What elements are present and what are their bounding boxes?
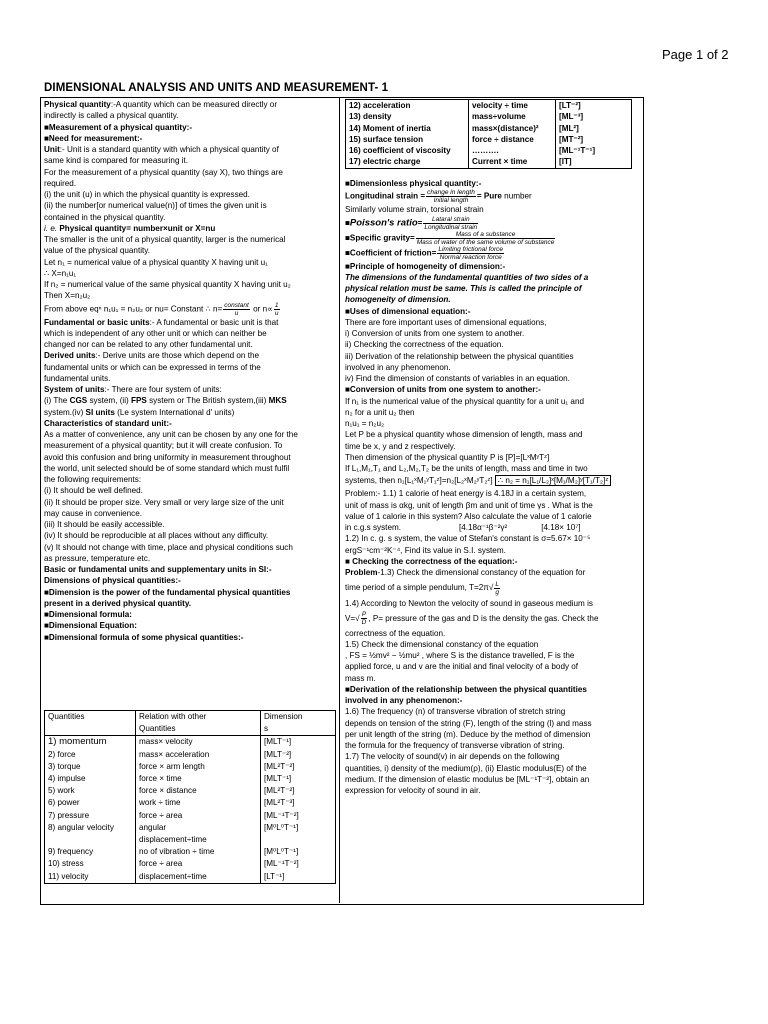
fraction: $\frac{\text{change in length}}{\text{Initial length}}$	[427, 189, 475, 205]
column-header: Dimension s	[261, 711, 336, 736]
text-line: ii) Checking the correctness of the equation.	[345, 340, 504, 350]
text-line: If n₁ is the numerical value of the physical quantity for a unit u₁ and	[345, 396, 584, 406]
dimensions-cell: [MLT⁻¹] [MLT⁻²] [ML²T⁻²] [MLT⁻¹] [ML²T⁻²] [ML²T⁻³] [ML⁻¹T⁻²] [M⁰L⁰T⁻¹] [M⁰L⁰T⁻¹] [ML⁻¹T⁻²] [LT⁻¹]	[261, 736, 336, 883]
text-line: 1.4) According to Newton the velocity of sound in gaseous medium is	[345, 599, 593, 609]
text-line: n₂ for a unit u₂ then	[345, 407, 415, 417]
text-line: as pressure, temperature etc.	[44, 553, 151, 563]
text-line: per unit length of the string (m). Deduce by the method of dimension	[345, 729, 591, 739]
text-line: the formula for the frequency of transverse vibration of string.	[345, 741, 565, 750]
text-line: iii) Derivation of the relationship between the physical quantities	[345, 351, 574, 361]
text-line: The dimensions of the fundamental quantities of two sides of a	[345, 272, 589, 282]
section-heading: ■Conversion of units from one system to another:-	[345, 385, 541, 395]
text-line: contained in the physical quantity.	[44, 212, 166, 222]
text-line: applied force, u and v are the initial and final velocity of a body of	[345, 662, 579, 672]
formula-line: ■Coefficient of friction= $\frac{\text{Limiting frictional force}}{\text{Normal reaction force}}$	[345, 245, 504, 261]
text-line: As a matter of convenience, any unit can be chosen by any one for the	[44, 430, 298, 439]
text-line: quantities, i) density of the medium(ρ), (ii) Elastic modulus(E) of the	[345, 763, 587, 773]
text-line: Problem-1.3) Check the dimensional constancy of the equation for	[345, 568, 586, 577]
text-line: system.(iv) SI units (Le system International d' units)	[44, 407, 235, 417]
fraction: $\frac{1}{u}$	[274, 301, 279, 317]
text-line: Then X=n₂u₂	[44, 291, 91, 301]
text-line: fundamental units.	[44, 373, 111, 383]
text-line: changed nor can be related to any other fundamental unit.	[44, 340, 253, 349]
formula-line: systems, then n₁[L₁ˣM₁ʸT₁ᶻ]=n₂[L₂ˣM₂ʸT₂ᶻ] ∴ n₂ = n₁[L₁/L₂]ˣ[M₁/M₂]ʸ[T₁/T₂]ᶻ	[345, 474, 639, 488]
table-row	[346, 100, 632, 169]
table-row	[45, 736, 336, 883]
section-heading: ■Measurement of a physical quantity:-	[44, 122, 193, 132]
text-line: (i) The CGS system, (ii) FPS system or The British system,(iii) MKS	[44, 396, 287, 406]
section-heading: ■Derivation of the relationship between the physical quantities	[345, 684, 587, 694]
text-line: For the measurement of a physical quantity (say X), two things are	[44, 167, 283, 177]
text-line: 1.7) The velocity of sound(v) in air depends on the following	[345, 752, 560, 762]
section-heading: Characteristics of standard unit:-	[44, 418, 172, 428]
text-line: depends on tension of the string (F), length of the string (l) and mass	[345, 718, 592, 728]
text-line: expression for velocity of sound in air.	[345, 786, 481, 795]
text-line: Derived units:- Derive units are those which depend on the	[44, 351, 259, 361]
text-line: medium. If the dimension of elastic modulus be [ML⁻¹T⁻²], obtain an	[345, 774, 590, 784]
term-derived-units: Derived units	[44, 351, 96, 361]
term-physical-quantity: Physical quantity	[44, 100, 111, 109]
dimensions-cell: [LT⁻²] [ML⁻³] [ML²] [MT⁻²] [ML⁻¹T⁻¹] [IT]	[556, 100, 632, 169]
text-line: mass m.	[345, 673, 376, 683]
text-line: Similarly volume strain, torsional strain	[345, 205, 484, 215]
text-line: Fundamental or basic units:- A fundamental or basic unit is that	[44, 317, 279, 327]
right-column	[345, 178, 639, 900]
text-line: involved in any phenomenon.	[345, 362, 451, 372]
table-header-row	[45, 711, 336, 736]
section-heading: present in a derived physical quantity.	[44, 598, 192, 608]
text-line: n₁u₁ = n₂u₂	[345, 419, 385, 428]
text-line: (iii) It should be easily accessible.	[44, 520, 165, 529]
fraction: $\frac{\text{constant}}{u}$	[224, 301, 249, 317]
fraction: $\frac{P}{D}$	[361, 610, 367, 626]
text-line: Then dimension of the physical quantity P is [P]=[LˣMʸTᶻ]	[345, 452, 550, 462]
section-heading: ■Dimensional formula:	[44, 610, 132, 619]
section-heading: Dimensions of physical quantities:-	[44, 576, 181, 586]
page-number: Page 1 of 2	[662, 47, 729, 62]
text-line: same kind is compared for measuring it.	[44, 156, 189, 166]
column-header: Relation with other Quantities	[136, 711, 261, 736]
text-line: the following requirements:	[44, 475, 142, 484]
formula-line: V=√ $\frac{P}{D}$ , P= pressure of the gas and D is the density the gas. Check the	[345, 610, 599, 626]
dimensional-formula-table	[44, 710, 336, 884]
text-line: fundamental units or which can be expressed in terms of the	[44, 362, 261, 372]
text-line: If L₁,M₁,T₁ and L₂,M₂,T₂ be the units of length, mass and time in two	[345, 464, 588, 473]
column-header: Quantities	[45, 711, 136, 736]
text-line: value of the physical quantity.	[44, 246, 150, 256]
text-line: required.	[44, 178, 77, 188]
section-heading: ■Dimension is the power of the fundamental physical quantities	[44, 587, 291, 597]
fraction: $\frac{\text{Lataral strain}}{\text{Longitudinal strain}}$	[424, 215, 478, 231]
section-heading: ■Uses of dimensional equation:-	[345, 306, 471, 316]
text-line: Problem:- 1.1) 1 calorie of heat energy is 4.18J in a certain system,	[345, 489, 587, 499]
text-line: (ii) It should be proper size. Very small or very large size of the unit	[44, 497, 284, 507]
dimensional-formula-table-continued	[345, 99, 632, 169]
boxed-formula: ∴ n₂ = n₁[L₁/L₂]ˣ[M₁/M₂]ʸ[T₁/T₂]ᶻ	[495, 475, 611, 486]
left-column	[44, 99, 337, 711]
text-line: , FS = ½mv² − ½mu² , where S is the distance travelled, F is the	[345, 651, 575, 660]
text-line: which is independent of any other unit or which can neither be	[44, 328, 267, 338]
text-line: value of 1 calorie in this system? Also calculate the value of 1 calorie	[345, 511, 592, 521]
text-line: physical relation must be same. This is called the principle of	[345, 284, 582, 293]
text-line: Physical quantity:-A quantity which can be measured directly or	[44, 100, 278, 109]
text-line: (ii) the number[or numerical value(n)] of times the given unit is	[44, 201, 267, 211]
text-line: 1.6) The frequency (n) of transverse vibration of stretch string	[345, 707, 566, 717]
section-heading: ■Principle of homogeneity of dimension:-	[345, 261, 506, 271]
text-line: (i) the unit (u) in which the physical quantity is expressed.	[44, 190, 250, 199]
relations-cell: mass× velocity mass× acceleration force × arm length force × time force × distance work ÷ time force ÷ area angular displacement÷time no of vibration ÷ time force ÷ area displacement÷time	[136, 736, 261, 883]
section-heading: ■Dimensionless physical quantity:-	[345, 179, 482, 188]
formula-line: time period of a simple pendulum, T=2π√ $\frac{L}{g}$	[345, 580, 499, 596]
text-line: the world, unit selected should be of some standard which must fulfil	[44, 463, 290, 473]
formula-line: ■Poisson's ratio= $\frac{\text{Lataral strain}}{\text{Longitudinal strain}}$	[345, 215, 478, 231]
sqrt-symbol: √	[355, 613, 360, 623]
relations-cell: velocity ÷ time mass÷volume mass×(distance)² force ÷ distance ………. Current × time	[469, 100, 556, 169]
text-line: homogeneity of dimension.	[345, 295, 451, 305]
text-line: unit of mass is αkg, unit of length βm and unit of time γs . What is the	[345, 500, 593, 510]
formula-line: From above eqⁿ n₁u₁ = n₂u₂ or nu= Constant ∴ n= $\frac{\text{constant}}{u}$ or n∝ $\frac{1}{u}$	[44, 301, 279, 317]
page-title: DIMENSIONAL ANALYSIS AND UNITS AND MEASUREMENT- 1	[44, 82, 389, 94]
term-system-of-units: System of units	[44, 385, 105, 394]
quantities-cell: 1) momentum 2) force 3) torque 4) impulse 5) work 6) power 7) pressure 8) angular velocity 9) frequency 10) stress 11) velocity	[45, 736, 136, 883]
text-line: (v) It should not change with time, place and physical conditions such	[44, 542, 293, 552]
term-unit: Unit	[44, 145, 60, 154]
text-line: ∴ X=n₁u₁	[44, 268, 77, 278]
text-line: Let P be a physical quantity whose dimension of length, mass and	[345, 430, 583, 440]
text-line: time be x, y and z respectively.	[345, 441, 456, 451]
quantities-cell: 12) acceleration 13) density 14) Moment of inertia 15) surface tension 16) coefficient of viscosity 17) electric charge	[346, 100, 469, 169]
text-line: i) Conversion of units from one system to another.	[345, 329, 525, 338]
section-heading: involved in any phenomenon:-	[345, 696, 463, 705]
text-line: (i) It should be well defined.	[44, 486, 143, 496]
fraction: $\frac{L}{g}$	[495, 580, 499, 596]
section-heading: ■ Checking the correctness of the equation:-	[345, 556, 518, 566]
text-line: There are fore important uses of dimensional equations,	[345, 317, 547, 327]
text-line: (iv) It should be reproducible at all places without any difficulty.	[44, 531, 269, 541]
column-divider	[339, 97, 340, 903]
text-line: indirectly is called a physical quantity.	[44, 111, 179, 121]
text-line: System of units:- There are four system of units:	[44, 385, 222, 394]
formula-line: ■Specific gravity= $\frac{\text{Mass of a substance}}{\text{Mass of water of the same volume of substance}}$	[345, 230, 555, 246]
section-heading: ■Need for measurement:-	[44, 133, 143, 143]
text-line: iv) Find the dimension of constants of variables in an equation.	[345, 374, 570, 383]
section-heading: ■Dimensional formula of some physical quantities:-	[44, 632, 244, 642]
text-line: If n₂ = numerical value of the same physical quantity X having unit u₂	[44, 280, 291, 289]
term-fundamental-units: Fundamental or basic units	[44, 317, 150, 327]
text-line: i. e. Physical quantity= number×unit or X=nu	[44, 223, 216, 233]
text-line: The smaller is the unit of a physical quantity, larger is the numerical	[44, 235, 286, 244]
text-line: Unit:- Unit is a standard quantity with which a physical quantity of	[44, 145, 279, 154]
text-line: in c.g.s system. [4.18α⁻¹β⁻²γ² [4.18× 10⁷]	[345, 523, 581, 532]
fraction: $\frac{\text{Limiting frictional force}}{\text{Normal reaction force}}$	[438, 245, 504, 261]
text-line: correctness of the equation.	[345, 628, 446, 638]
section-heading: ■Dimensional Equation:	[44, 621, 137, 631]
text-line: Let n₁ = numerical value of a physical quantity X having unit u₁	[44, 257, 268, 267]
section-heading: Basic or fundamental units and supplementary units in SI:-	[44, 565, 272, 574]
text-line: 1.5) Check the dimensional constancy of the equation	[345, 639, 539, 649]
formula-line: Longitudinal strain = $\frac{\text{change in length}}{\text{Initial length}}$ = Pure number	[345, 189, 532, 205]
text-line: 1.2) In c. g. s system, the value of Stefan's constant is σ=5.67× 10⁻⁵	[345, 534, 591, 544]
text-line: measurement of a physical quantity; but it will create confusion. To	[44, 441, 283, 451]
text-line: may cause in convenience.	[44, 508, 143, 518]
text-line: ergS⁻¹cm⁻²K⁻⁴, Find its value in S.I. system.	[345, 545, 506, 555]
sqrt-symbol: √	[488, 583, 494, 593]
fraction: $\frac{\text{Mass of a substance}}{\text{Mass of water of the same volume of substance}}$	[416, 230, 555, 246]
text-line: avoid this confusion and bring uniformity in measurement throughout	[44, 452, 291, 462]
